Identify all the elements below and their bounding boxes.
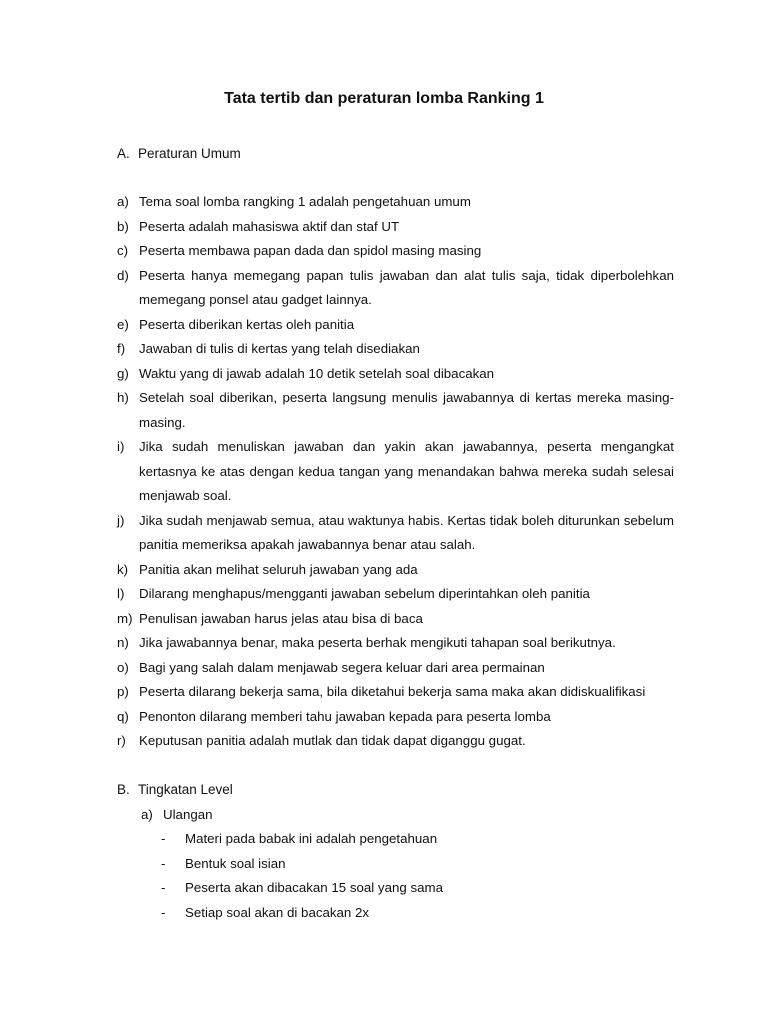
rule-marker: q) <box>117 708 129 724</box>
rule-text: Peserta dilarang bekerja sama, bila diketahui bekerja sama maka akan didiskualifikasi <box>139 684 646 699</box>
rule-item <box>117 509 674 558</box>
rule-item <box>117 582 674 607</box>
rule-text: Dilarang menghapus/mengganti jawaban sebelum diperintahkan oleh panitia <box>139 586 590 601</box>
general-rules-list <box>117 190 674 754</box>
section-b-title: Tingkatan Level <box>138 782 233 797</box>
rule-marker: e) <box>117 316 129 332</box>
section-a-heading <box>117 144 241 164</box>
rule-marker: n) <box>117 635 129 650</box>
rule-item <box>117 313 674 338</box>
document-title: Tata tertib dan peraturan lomba Ranking 1 <box>224 90 544 107</box>
section-a-title: Peraturan Umum <box>138 146 241 161</box>
rule-item <box>117 386 674 435</box>
rule-marker: a) <box>117 194 129 209</box>
rule-text: Setelah soal diberikan, peserta langsung menulis jawabannya di kertas mereka masing-masing. <box>139 390 674 430</box>
rule-marker: p) <box>117 684 129 699</box>
rule-item <box>117 264 674 313</box>
rule-marker: h) <box>117 390 129 405</box>
rule-text: Jika sudah menuliskan jawaban dan yakin akan jawabannya, peserta mengangkat kertasnya ke atas dengan kedua tangan yang menandakan bahwa mereka sudah selesai menjawab soal. <box>139 439 674 503</box>
rule-text: Jawaban di tulis di kertas yang telah disediakan <box>139 341 420 356</box>
level-detail-item <box>161 827 443 852</box>
level-heading <box>141 803 213 827</box>
rule-item <box>117 558 674 583</box>
rule-item <box>117 656 674 681</box>
section-b-letter: B. <box>117 782 130 797</box>
level-detail-text: Peserta akan dibacakan 15 soal yang sama <box>185 880 443 895</box>
rule-text: Penonton dilarang memberi tahu jawaban kepada para peserta lomba <box>139 708 551 724</box>
rule-item <box>117 435 674 509</box>
rule-marker: r) <box>117 733 126 748</box>
rule-marker: k) <box>117 561 129 577</box>
rule-text: Penulisan jawaban harus jelas atau bisa di baca <box>139 610 423 626</box>
rule-text: Peserta hanya memegang papan tulis jawaban dan alat tulis saja, tidak diperbolehkan memegang ponsel atau gadget lainnya. <box>139 267 674 307</box>
level-marker: a) <box>141 807 153 822</box>
rule-text: Waktu yang di jawab adalah 10 detik setelah soal dibacakan <box>139 365 495 381</box>
rule-marker: f) <box>117 341 126 356</box>
dash-marker: - <box>161 904 166 920</box>
rule-item <box>117 190 674 215</box>
dash-marker: - <box>161 831 166 846</box>
rule-item <box>117 705 674 730</box>
rule-marker: l) <box>117 586 125 601</box>
level-detail-item <box>161 876 443 901</box>
level-detail-text: Materi pada babak ini adalah pengetahuan <box>185 831 438 846</box>
rule-marker: i) <box>117 439 125 454</box>
rule-item <box>117 215 674 240</box>
rule-item <box>117 607 674 632</box>
section-b-heading <box>117 780 233 800</box>
rule-text: Peserta membawa papan dada dan spidol masing masing <box>139 243 482 258</box>
level-name: Ulangan <box>163 807 213 822</box>
rule-item <box>117 729 674 754</box>
rule-text: Peserta diberikan kertas oleh panitia <box>139 316 355 332</box>
rule-marker: g) <box>117 365 129 381</box>
rule-text: Peserta adalah mahasiswa aktif dan staf UT <box>139 218 400 234</box>
section-a-letter: A. <box>117 146 130 161</box>
rule-text: Keputusan panitia adalah mutlak dan tidak dapat diganggu gugat. <box>139 733 526 748</box>
rule-text: Panitia akan melihat seluruh jawaban yang ada <box>139 561 418 577</box>
rule-text: Jika sudah menjawab semua, atau waktunya habis. Kertas tidak boleh diturunkan sebelum panitia memeriksa apakah jawabannya benar atau salah. <box>139 512 674 552</box>
rule-marker: m) <box>117 610 133 626</box>
rule-item <box>117 337 674 362</box>
level-detail-item <box>161 852 443 877</box>
dash-marker: - <box>161 855 166 871</box>
dash-marker: - <box>161 880 166 895</box>
level-detail-list <box>161 827 443 925</box>
level-detail-text: Setiap soal akan di bacakan 2x <box>185 904 370 920</box>
rule-text: Jika jawabannya benar, maka peserta berhak mengikuti tahapan soal berikutnya. <box>139 635 616 650</box>
rule-text: Bagi yang salah dalam menjawab segera keluar dari area permainan <box>139 659 545 675</box>
rule-marker: o) <box>117 659 129 675</box>
level-detail-text: Bentuk soal isian <box>185 855 286 871</box>
rule-marker: j) <box>117 512 125 528</box>
rule-marker: d) <box>117 267 129 283</box>
level-detail-item <box>161 901 443 926</box>
rule-marker: b) <box>117 218 129 234</box>
rule-text: Tema soal lomba rangking 1 adalah pengetahuan umum <box>139 194 471 209</box>
rule-marker: c) <box>117 243 129 258</box>
rule-item <box>117 239 674 264</box>
rule-item <box>117 680 674 705</box>
rule-item <box>117 631 674 656</box>
rule-item <box>117 362 674 387</box>
